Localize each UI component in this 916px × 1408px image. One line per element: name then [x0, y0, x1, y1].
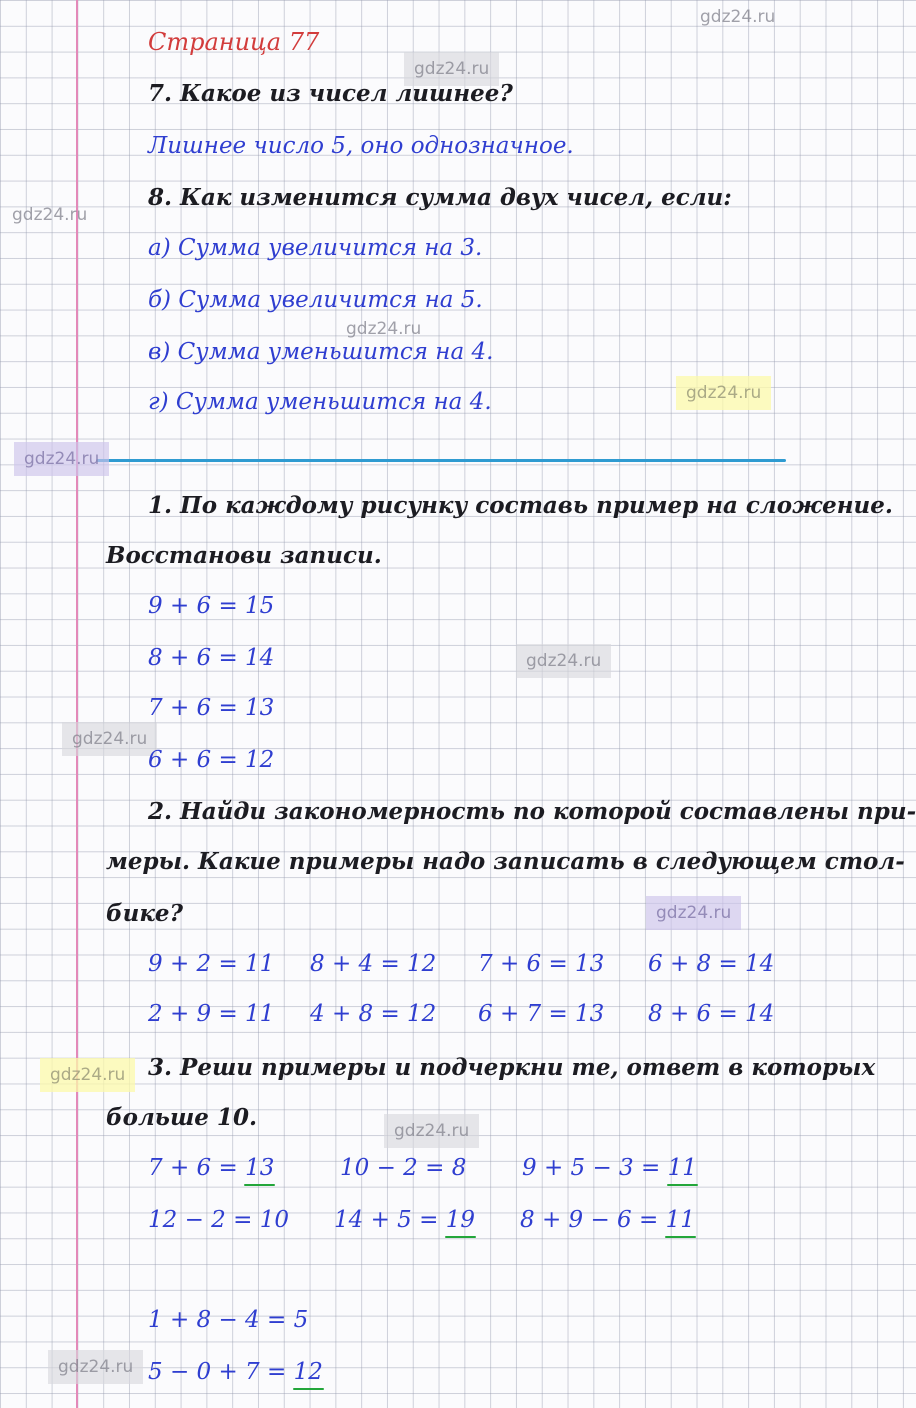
task-3-expression: 5 − 0 + 7 = 12 [148, 1359, 323, 1385]
task-1-equation: 6 + 6 = 12 [148, 747, 275, 773]
task-2-equation: 7 + 6 = 13 [478, 951, 605, 977]
task-3-result: 5 [293, 1307, 309, 1333]
watermark: gdz24.ru [700, 7, 776, 27]
watermark: gdz24.ru [516, 644, 611, 678]
task-8-answer-a: а) Сумма увеличится на 3. [148, 235, 483, 261]
watermark: gdz24.ru [48, 1350, 143, 1384]
underlined-answer: 11 [665, 1207, 695, 1233]
task-1-question-cont: Восстанови записи. [106, 542, 382, 569]
task-3-result: 8 [451, 1155, 467, 1181]
watermark: gdz24.ru [404, 52, 499, 86]
task-3-expression: 9 + 5 − 3 = 11 [522, 1155, 697, 1181]
watermark: gdz24.ru [14, 442, 109, 476]
task-3-expression: 8 + 9 − 6 = 11 [520, 1207, 695, 1233]
watermark: gdz24.ru [346, 319, 422, 339]
task-2-equation: 9 + 2 = 11 [148, 951, 275, 977]
watermark: gdz24.ru [676, 376, 771, 410]
underlined-answer: 19 [445, 1207, 475, 1233]
task-2-question-cont: меры. Какие примеры надо записать в следующем стол- [106, 848, 905, 875]
task-8-answer-d: г) Сумма уменьшится на 4. [148, 389, 492, 415]
watermark: gdz24.ru [646, 896, 741, 930]
task-1-question: 1. По каждому рисунку составь пример на сложение. [148, 492, 893, 519]
watermark: gdz24.ru [62, 722, 157, 756]
underlined-answer: 11 [667, 1155, 697, 1181]
task-8-answer-c: в) Сумма уменьшится на 4. [148, 339, 494, 365]
section-divider [96, 459, 786, 462]
task-7-question: 7. Какое из чисел лишнее? [148, 80, 513, 107]
task-1-equation: 7 + 6 = 13 [148, 695, 275, 721]
page-title: Страница 77 [148, 28, 320, 56]
task-2-equation: 6 + 7 = 13 [478, 1001, 605, 1027]
task-2-equation: 2 + 9 = 11 [148, 1001, 275, 1027]
task-8-answer-b: б) Сумма увеличится на 5. [148, 287, 483, 313]
task-2-equation: 8 + 6 = 14 [648, 1001, 775, 1027]
underlined-answer: 12 [293, 1359, 323, 1385]
task-2-question-cont: бике? [106, 900, 184, 927]
task-2-question: 2. Найди закономерность по которой составлены при- [148, 798, 916, 825]
task-2-equation: 8 + 4 = 12 [310, 951, 437, 977]
task-3-expression: 14 + 5 = 19 [334, 1207, 475, 1233]
underlined-answer: 13 [245, 1155, 275, 1181]
task-3-expression: 10 − 2 = 8 [340, 1155, 467, 1181]
task-3-question: 3. Реши примеры и подчеркни те, ответ в которых [148, 1054, 876, 1081]
watermark: gdz24.ru [40, 1058, 135, 1092]
task-3-question-cont: больше 10. [106, 1104, 257, 1131]
task-3-expression: 7 + 6 = 13 [148, 1155, 275, 1181]
task-3-expression: 12 − 2 = 10 [148, 1207, 289, 1233]
watermark: gdz24.ru [384, 1114, 479, 1148]
watermark: gdz24.ru [12, 205, 88, 225]
task-3-expression: 1 + 8 − 4 = 5 [148, 1307, 309, 1333]
task-2-equation: 4 + 8 = 12 [310, 1001, 437, 1027]
task-1-equation: 9 + 6 = 15 [148, 593, 275, 619]
task-8-question: 8. Как изменится сумма двух чисел, если: [148, 184, 732, 211]
task-2-equation: 6 + 8 = 14 [648, 951, 775, 977]
task-3-result: 10 [259, 1207, 289, 1233]
task-7-answer: Лишнее число 5, оно однозначное. [148, 133, 574, 159]
task-1-equation: 8 + 6 = 14 [148, 645, 275, 671]
